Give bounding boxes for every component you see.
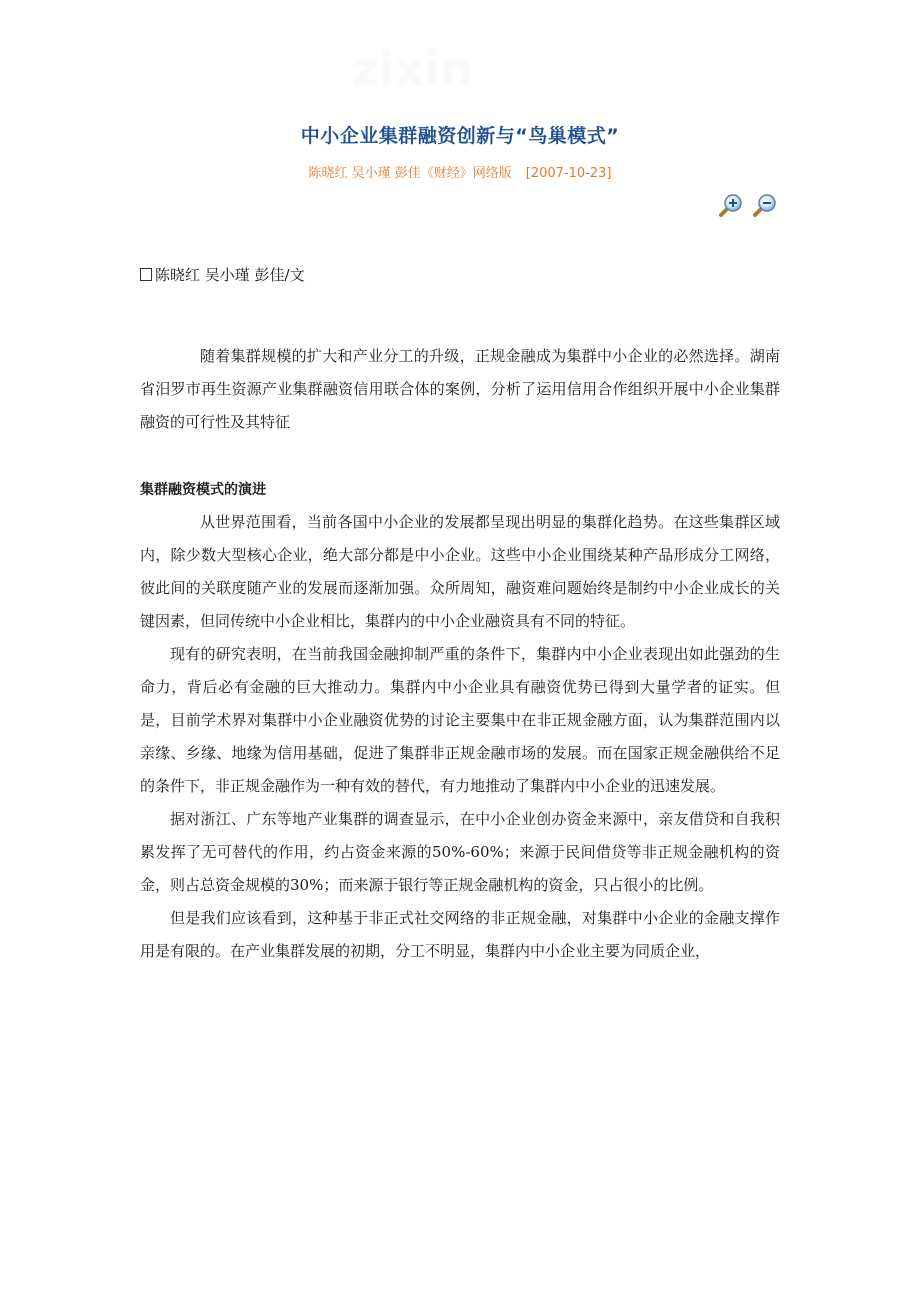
article-body	[140, 340, 780, 968]
author-line	[140, 264, 305, 285]
body-paragraph: 但是我们应该看到，这种基于非正式社交网络的非正规金融，对集群中小企业的金融支撑作用是有限的。在产业集群发展的初期，分工不明显，集群内中小企业主要为同质企业，	[140, 909, 780, 960]
article-title: 中小企业集群融资创新与“鸟巢模式”	[300, 125, 620, 147]
spacer	[140, 439, 780, 478]
byline-date: [2007-10-23]	[525, 166, 612, 181]
body-paragraph: 现有的研究表明，在当前我国金融抑制严重的条件下，集群内中小企业表现出如此强劲的生命力，背后必有金融的巨大推动力。集群内中小企业具有融资优势已得到大量学者的证实。但是，目前学术界对集群中小企业融资优势的讨论主要集中在非正规金融方面，认为集群范围内以亲缘、乡缘、地缘为信用基础，促进了集群非正规金融市场的发展。而在国家正规金融供给不足的条件下，非正规金融作为一种有效的替代，有力地推动了集群内中小企业的迅速发展。	[140, 645, 780, 795]
byline-authors: 陈晓红 吴小瑾 彭佳《财经》网络版	[308, 166, 512, 181]
author-line-text: 陈晓红 吴小瑾 彭佳/文	[155, 266, 305, 284]
section-heading: 集群融资模式的演进	[140, 482, 266, 498]
zoom-in-icon[interactable]	[718, 192, 744, 218]
body-paragraph: 从世界范围看，当前各国中小企业的发展都呈现出明显的集群化趋势。在这些集群区域内，除少数大型核心企业，绝大部分都是中小企业。这些中小企业围绕某种产品形成分工网络，彼此间的关联度随产业的发展而逐渐加强。众所周知，融资难问题始终是制约中小企业成长的关键因素，但同传统中小企业相比，集群内的中小企业融资具有不同的特征。	[140, 513, 780, 630]
zoom-out-icon[interactable]	[752, 192, 778, 218]
body-paragraph: 据对浙江、广东等地产业集群的调查显示，在中小企业创办资金来源中，亲友借贷和自我积累发挥了无可替代的作用，约占资金来源的50%-60%；来源于民间借贷等非正规金融机构的资金，则占总资金规模的30%；而来源于银行等正规金融机构的资金，只占很小的比例。	[140, 810, 780, 894]
watermark: zixin	[352, 42, 473, 96]
article-byline	[0, 162, 920, 181]
checkbox-glyph-icon	[140, 268, 152, 281]
zoom-toolbar	[718, 192, 778, 218]
abstract-paragraph: 随着集群规模的扩大和产业分工的升级，正规金融成为集群中小企业的必然选择。湖南省汨罗市再生资源产业集群融资信用联合体的案例，分析了运用信用合作组织开展中小企业集群融资的可行性及其特征	[140, 347, 780, 431]
